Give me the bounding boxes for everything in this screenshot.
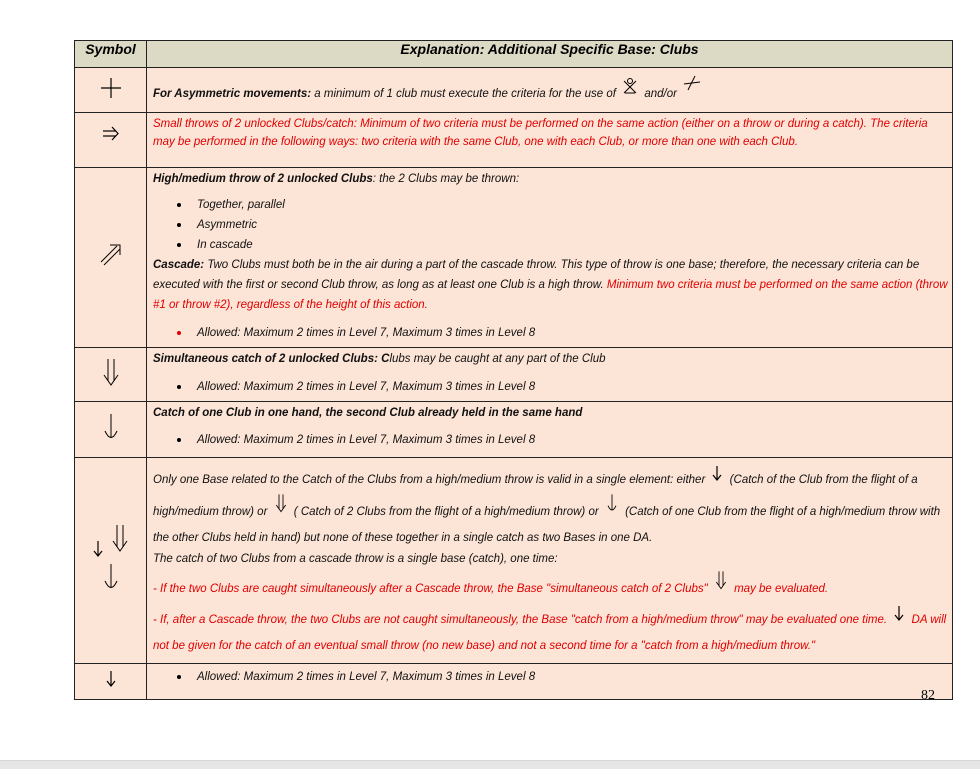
double-down-arrow-icon [101, 357, 121, 387]
double-down-arrow-icon [110, 523, 130, 553]
allowed-list [153, 323, 948, 343]
simultaneous-cascade-text: - If the two Clubs are caught simultaneously after a Cascade throw, the Base "simultaneous catch of 2 Clubs" [153, 582, 711, 595]
cascade-label: Cascade: [153, 258, 205, 271]
table-row [75, 348, 953, 402]
down-arrow-icon [91, 538, 105, 558]
double-down-arrow-icon [714, 570, 728, 590]
simultaneous-catch-label: Simultaneous catch of 2 unlocked Clubs: C [153, 353, 390, 365]
allowed-note: Allowed: Maximum 2 times in Level 7, Maximum 3 times in Level 8 [153, 430, 948, 450]
high-medium-throw-text: : the 2 Clubs may be thrown: [372, 173, 520, 185]
explanation-cell [147, 663, 953, 699]
symbol-cell [75, 457, 147, 663]
symbol-cell [75, 401, 147, 457]
explanation-column-header: Explanation: Additional Specific Base: Clubs [147, 41, 953, 68]
down-arrow-icon [893, 604, 905, 622]
allowed-note: Allowed: Maximum 2 times in Level 7, Maximum 3 times in Level 8 [153, 667, 948, 687]
may-be-evaluated-text: may be evaluated. [730, 582, 829, 595]
symbol-column-header: Symbol [75, 41, 147, 68]
double-diagonal-arrow-icon [98, 242, 124, 268]
page-number: 82 [921, 688, 935, 703]
allowed-list [153, 667, 948, 687]
table-row [75, 401, 953, 457]
table-row [75, 663, 953, 699]
explanation-cell [147, 113, 953, 168]
allowed-list [153, 377, 948, 397]
clubs-base-table [74, 40, 953, 700]
list-item: Together, parallel [153, 195, 948, 215]
down-arrow-hook-icon [605, 493, 619, 513]
catch-symbols-group [75, 523, 146, 558]
allowed-note: Allowed: Maximum 2 times in Level 7, Maximum 3 times in Level 8 [153, 377, 948, 397]
double-right-arrow-icon [101, 123, 121, 143]
cascade-red-text: Minimum two criteria must be performed on the same action (throw #1 or throw #2), regardless of the height of this action. [153, 278, 948, 311]
cascade-text: Two Clubs must both be in the air during a part of the cascade throw. This type of throw is one base; therefore, the necessary criteria can be executed with the first or second Club throw, as long as at least one Club is a high throw. [153, 258, 920, 291]
only-one-base-text: Only one Base related to the Catch of the Clubs from a high/medium throw is valid in a single element: either [153, 473, 709, 486]
da-not-given-text: DA will not be given for the catch of an eventual small throw (no new base) and not a second time for a "catch from a high/medium throw." [153, 613, 947, 652]
small-throws-text: Small throws of 2 unlocked Clubs/catch: Minimum of two criteria must be performed on the same action (either on a throw or during a catch). The criteria may be performed in the following ways: two criteria with the same Club, one with each Club, or more than one with each Club. [153, 118, 928, 148]
symbol-cell [75, 68, 147, 113]
explanation-cell [147, 68, 953, 113]
list-item: Asymmetric [153, 215, 948, 235]
table-row [75, 168, 953, 348]
allowed-list [153, 430, 948, 450]
crossed-box-symbol-icon [622, 77, 638, 95]
asymmetric-movements-text: a minimum of 1 club must execute the criteria for the use of [311, 88, 620, 101]
explanation-cell [147, 168, 953, 348]
allowed-note: Allowed: Maximum 2 times in Level 7, Maximum 3 times in Level 8 [153, 323, 948, 343]
list-item: In cascade [153, 235, 948, 255]
down-arrow-hook-icon [101, 412, 121, 442]
catch-one-club-label: Catch of one Club in one hand, the second Club already held in the same hand [153, 406, 583, 419]
symbol-cell [75, 663, 147, 699]
slashed-line-symbol-icon [683, 75, 701, 91]
symbol-cell [75, 168, 147, 348]
and-or-text: and/or [641, 88, 681, 101]
down-arrow-icon [711, 464, 723, 482]
simultaneous-catch-text: lubs may be caught at any part of the Club [389, 353, 606, 365]
explanation-cell [147, 457, 953, 663]
table-row [75, 457, 953, 663]
table-row [75, 113, 953, 168]
double-down-arrow-icon [274, 493, 288, 513]
catch-two-clubs-text: ( Catch of 2 Clubs from the flight of a high/medium throw) or [290, 505, 602, 518]
down-arrow-hook-icon [101, 562, 121, 592]
catch-club-text: (Catch of the Club from the flight of a high/medium throw) or [153, 473, 918, 518]
symbol-cell [75, 348, 147, 402]
explanation-cell [147, 348, 953, 402]
table-row [75, 68, 953, 113]
cross-symbol-icon [99, 76, 123, 100]
down-arrow-icon [104, 668, 118, 688]
explanation-cell [147, 401, 953, 457]
cascade-catch-text: The catch of two Clubs from a cascade throw is a single base (catch), one time: [153, 552, 558, 565]
not-simultaneous-cascade-text: - If, after a Cascade throw, the two Clubs are not caught simultaneously, the Base "catch from a high/medium throw" may be evaluated one time. [153, 613, 891, 626]
high-medium-throw-label: High/medium throw of 2 unlocked Clubs [153, 173, 373, 185]
throw-types-list [153, 195, 948, 255]
catch-one-club-held-text: (Catch of one Club from the flight of a high/medium throw with the other Clubs held in hand) but none of these together in a single catch as two Bases in one DA. [153, 505, 941, 544]
table-header-row [75, 41, 953, 68]
asymmetric-movements-label: For Asymmetric movements: [153, 88, 312, 101]
symbol-cell [75, 113, 147, 168]
